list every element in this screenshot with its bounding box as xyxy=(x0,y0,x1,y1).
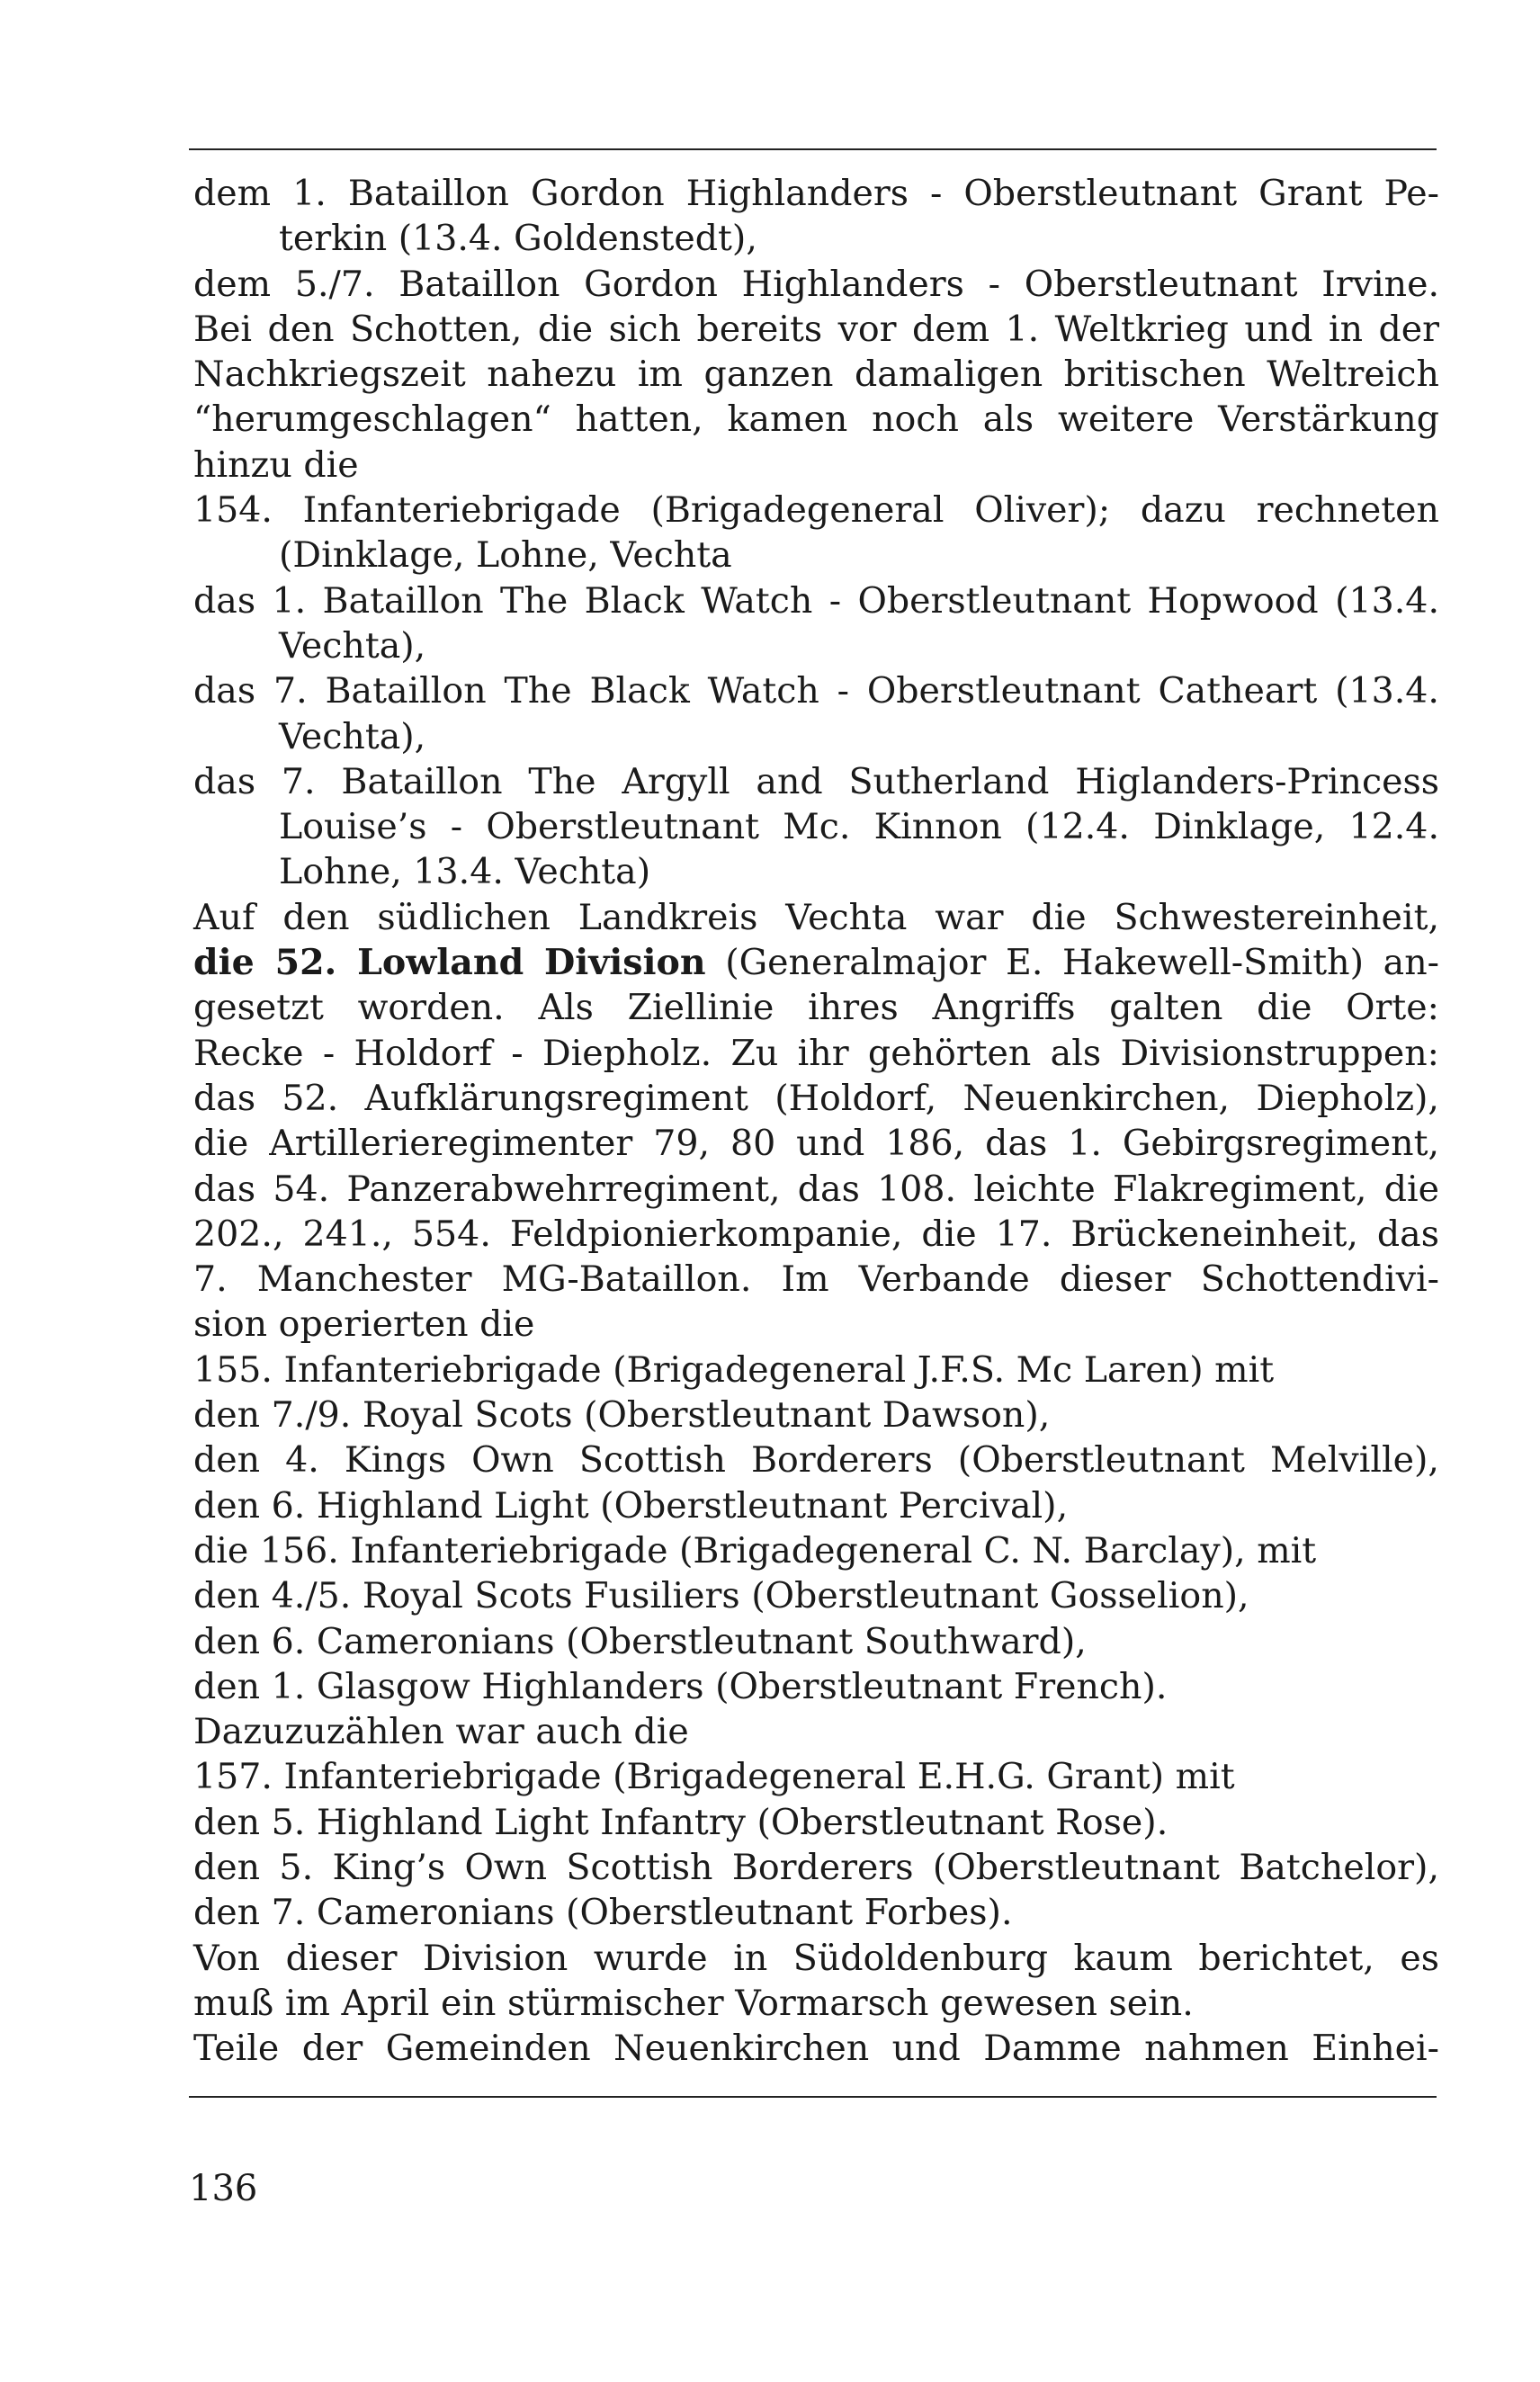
text-line: Bei den Schotten, die sich bereits vor dem 1. Weltkrieg und in der xyxy=(193,308,1439,350)
text-line: gesetzt worden. Als Ziellinie ihres Angriffs galten die Orte: xyxy=(193,987,1439,1029)
text-line: 154. Infanteriebrigade (Brigadegeneral Oliver); dazu rechneten xyxy=(193,489,1439,532)
text-line: dem 1. Bataillon Gordon Highlanders - Oberstleutnant Grant Pe- xyxy=(193,173,1439,214)
text-line: das 54. Panzerabwehrregiment, das 108. leichte Flakregiment, die xyxy=(193,1168,1439,1210)
text-line: Recke - Holdorf - Diepholz. Zu ihr gehörten als Divisionstruppen: xyxy=(193,1032,1439,1074)
text-line: den 4./5. Royal Scots Fusiliers (Oberstleutnant Gosselion), xyxy=(193,1575,1249,1617)
text-line: Teile der Gemeinden Neuenkirchen und Damme nahmen Einhei- xyxy=(193,2028,1439,2070)
text-line: 7. Manchester MG-Bataillon. Im Verbande dieser Schottendivi- xyxy=(193,1258,1439,1301)
text-line: Louise’s - Oberstleutnant Mc. Kinnon (12.4. Dinklage, 12.4. xyxy=(279,806,1439,848)
text-line: Vechta), xyxy=(279,715,426,757)
text-line: das 1. Bataillon The Black Watch - Oberstleutnant Hopwood (13.4. xyxy=(193,579,1439,622)
text-line: sion operierten die xyxy=(193,1303,535,1346)
text-line-rest: (Generalmajor E. Hakewell-Smith) an- xyxy=(705,942,1439,984)
text-line: dem 5./7. Bataillon Gordon Highlanders - Oberstleutnant Irvine. xyxy=(193,263,1439,305)
text-line: (Dinklage, Lohne, Vechta xyxy=(279,534,732,577)
body-text xyxy=(193,171,1439,2071)
text-line: den 7. Cameronians (Oberstleutnant Forbes). xyxy=(193,1892,1013,1934)
text-line: den 6. Cameronians (Oberstleutnant Southward), xyxy=(193,1620,1087,1662)
text-line: Lohne, 13.4. Vechta) xyxy=(279,851,651,893)
text-line xyxy=(193,940,1439,985)
text-line: das 7. Bataillon The Black Watch - Oberstleutnant Catheart (13.4. xyxy=(193,670,1439,712)
text-line: die 156. Infanteriebrigade (Brigadegeneral C. N. Barclay), mit xyxy=(193,1529,1317,1572)
text-line: das 7. Bataillon The Argyll and Sutherland Higlanders-Princess xyxy=(193,760,1439,802)
text-line: Nachkriegszeit nahezu im ganzen damaligen britischen Weltreich xyxy=(193,354,1439,396)
text-line: terkin (13.4. Goldenstedt), xyxy=(279,218,757,260)
text-line: Von dieser Division wurde in Südoldenburg kaum berichtet, es xyxy=(193,1937,1439,1979)
text-line: den 1. Glasgow Highlanders (Oberstleutnant French). xyxy=(193,1665,1168,1707)
text-line: 202., 241., 554. Feldpionierkompanie, die 17. Brückeneinheit, das xyxy=(193,1213,1439,1255)
text-line: Auf den südlichen Landkreis Vechta war die Schwestereinheit, xyxy=(193,896,1439,938)
division-name-bold: die 52. Lowland Division xyxy=(193,942,706,984)
text-line: “herumgeschlagen“ hatten, kamen noch als weitere Verstärkung xyxy=(193,398,1439,441)
text-line: muß im April ein stürmischer Vormarsch gewesen sein. xyxy=(193,1982,1194,2024)
text-line: das 52. Aufklärungsregiment (Holdorf, Neuenkirchen, Diepholz), xyxy=(193,1077,1439,1119)
text-line: den 4. Kings Own Scottish Borderers (Oberstleutnant Melville), xyxy=(193,1439,1439,1482)
text-line: Dazuzuzählen war auch die xyxy=(193,1711,689,1753)
text-line: den 6. Highland Light (Oberstleutnant Percival), xyxy=(193,1484,1069,1527)
bottom-rule xyxy=(189,2096,1437,2098)
top-rule xyxy=(189,148,1437,150)
text-line: die Artillerieregimenter 79, 80 und 186, das 1. Gebirgsregiment, xyxy=(193,1123,1439,1165)
text-line: Vechta), xyxy=(279,624,426,667)
text-line: den 7./9. Royal Scots (Oberstleutnant Dawson), xyxy=(193,1394,1051,1437)
text-line: den 5. Highland Light Infantry (Oberstleutnant Rose). xyxy=(193,1801,1168,1843)
text-line: 157. Infanteriebrigade (Brigadegeneral E.H.G. Grant) mit xyxy=(193,1756,1235,1798)
text-line: den 5. King’s Own Scottish Borderers (Oberstleutnant Batchelor), xyxy=(193,1846,1439,1888)
page-number: 136 xyxy=(189,2168,258,2209)
text-line: 155. Infanteriebrigade (Brigadegeneral J.F.S. Mc Laren) mit xyxy=(193,1348,1275,1391)
text-line: hinzu die xyxy=(193,443,359,486)
